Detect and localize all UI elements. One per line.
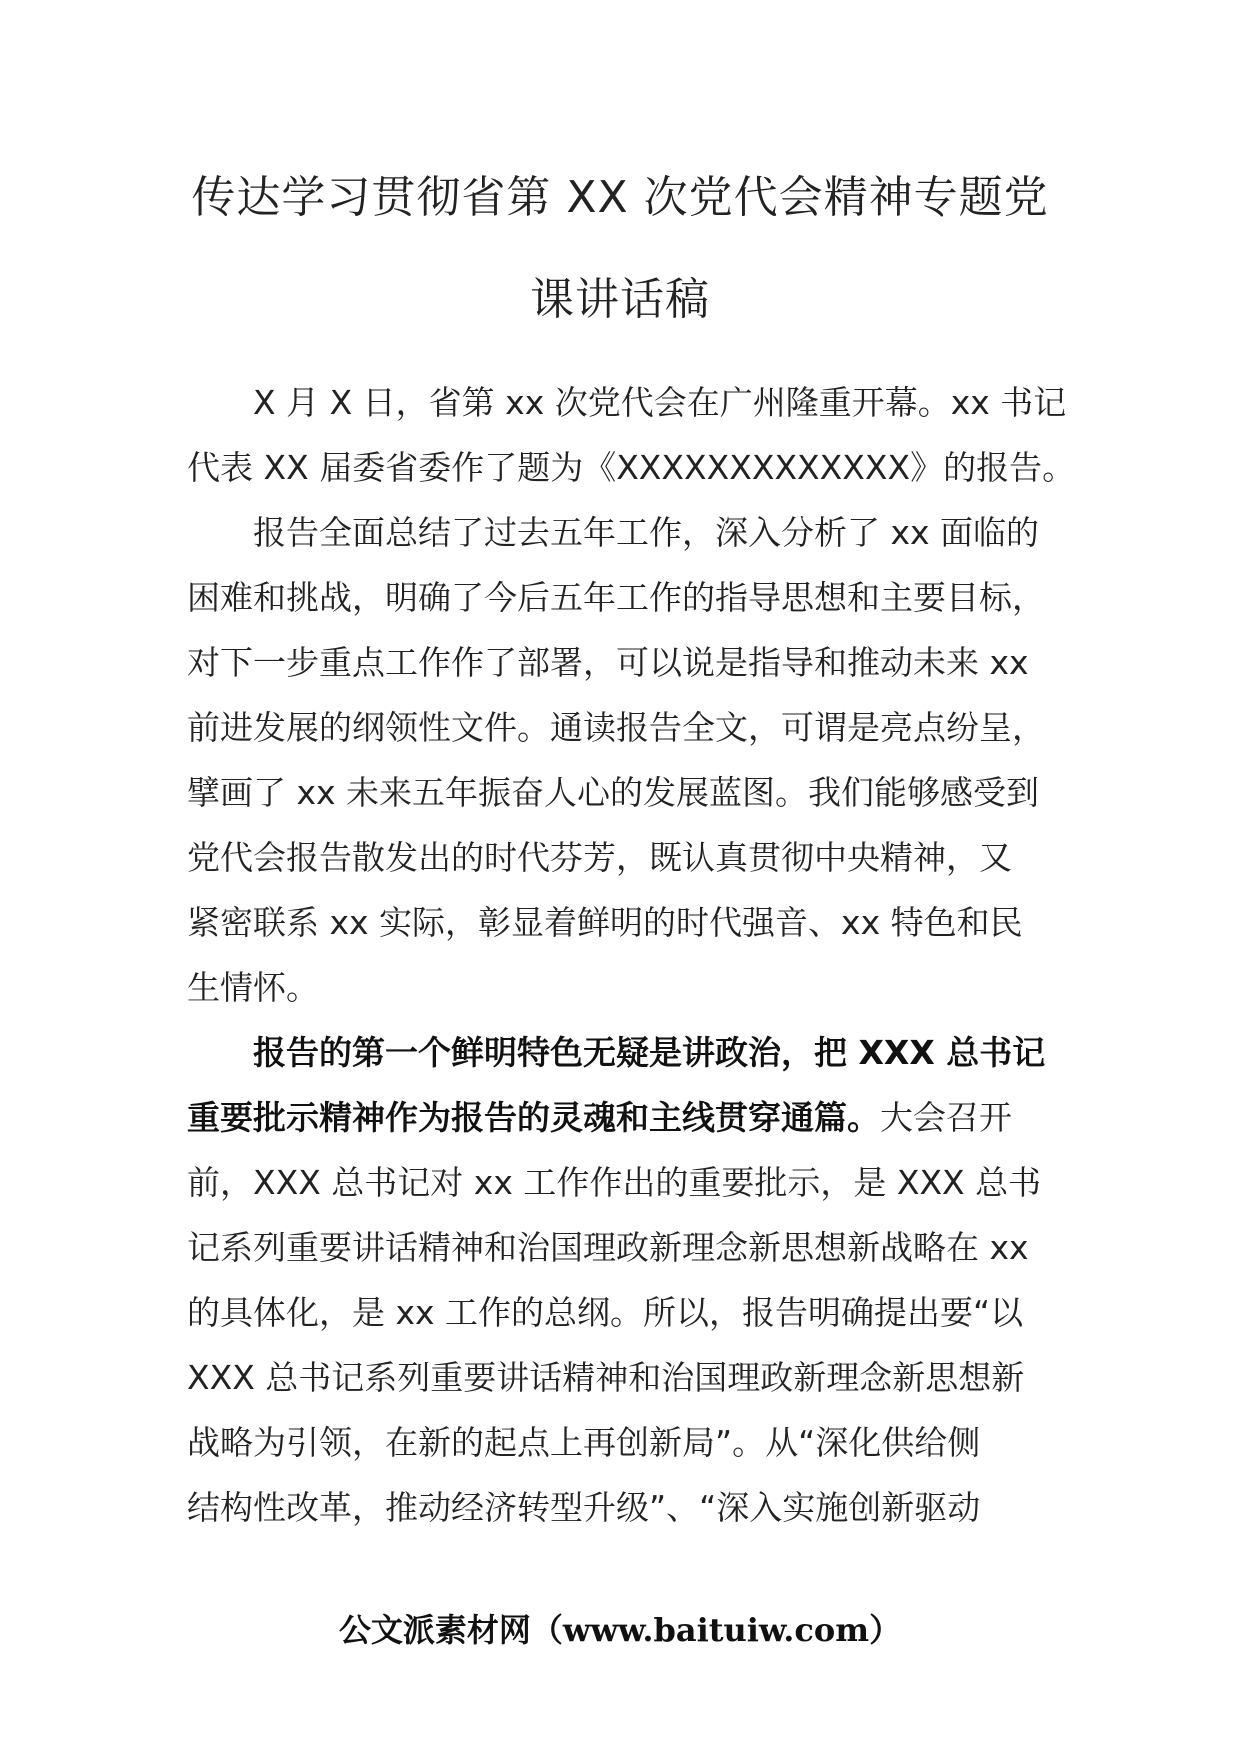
paragraph-line: 战略为引领，在新的起点上再创新局”。从“深化供给侧 [187, 1423, 981, 1462]
footer-watermark: 公文派素材网（www.baituiw.com） [338, 1611, 902, 1649]
paragraph-line: 记系列重要讲话精神和治国理政新理念新思想新战略在 xx [187, 1228, 1029, 1267]
paragraph-2 [187, 500, 1067, 1020]
paragraph-3 [187, 1020, 1067, 1540]
paragraph-line: 对下一步重点工作作了部署，可以说是指导和推动未来 xx [187, 643, 1029, 682]
paragraph-line: 党代会报告散发出的时代芬芳，既认真贯彻中央精神，又 [187, 838, 1012, 877]
paragraph-text: 大会召开 [880, 1098, 1012, 1137]
paragraph-line: 擘画了 xx 未来五年振奋人心的发展蓝图。我们能够感受到 [187, 773, 1040, 812]
document-body [187, 370, 1076, 1540]
paragraph-line: 报告全面总结了过去五年工作，深入分析了 xx 面临的 [253, 513, 1040, 552]
paragraph-line: 前，XXX 总书记对 xx 工作作出的重要批示，是 XXX 总书 [187, 1163, 1042, 1202]
paragraph-line: 结构性改革，推动经济转型升级”、“深入实施创新驱动 [187, 1488, 981, 1527]
paragraph-line: 代表 XX 届委省委作了题为《XXXXXXXXXXXXX》的报告。 [187, 448, 1076, 487]
paragraph-line: XXX 总书记系列重要讲话精神和治国理政新理念新思想新 [187, 1358, 1025, 1397]
paragraph-line: 生情怀。 [187, 968, 319, 1007]
paragraph-line: 困难和挑战，明确了今后五年工作的指导思想和主要目标， [187, 578, 1045, 617]
paragraph-bold-text: 重要批示精神作为报告的灵魂和主线贯穿通篇。 [187, 1098, 880, 1137]
document-title-line-2: 课讲话稿 [530, 274, 710, 325]
paragraph-line: 的具体化，是 xx 工作的总纲。所以，报告明确提出要“以 [187, 1293, 1024, 1332]
paragraph-line: 紧密联系 xx 实际，彰显着鲜明的时代强音、xx 特色和民 [187, 903, 1023, 942]
paragraph-line: 前进发展的纲领性文件。通读报告全文，可谓是亮点纷呈， [187, 708, 1045, 747]
paragraph-1 [187, 370, 1076, 500]
document-title-line-1: 传达学习贯彻省第 XX 次党代会精神专题党 [191, 172, 1049, 223]
paragraph-line-mixed [121, 1085, 1067, 1150]
paragraph-bold-line: 报告的第一个鲜明特色无疑是讲政治，把 XXX 总书记 [253, 1033, 1046, 1072]
paragraph-line: X 月 X 日，省第 xx 次党代会在广州隆重开幕。xx 书记 [253, 383, 1067, 422]
